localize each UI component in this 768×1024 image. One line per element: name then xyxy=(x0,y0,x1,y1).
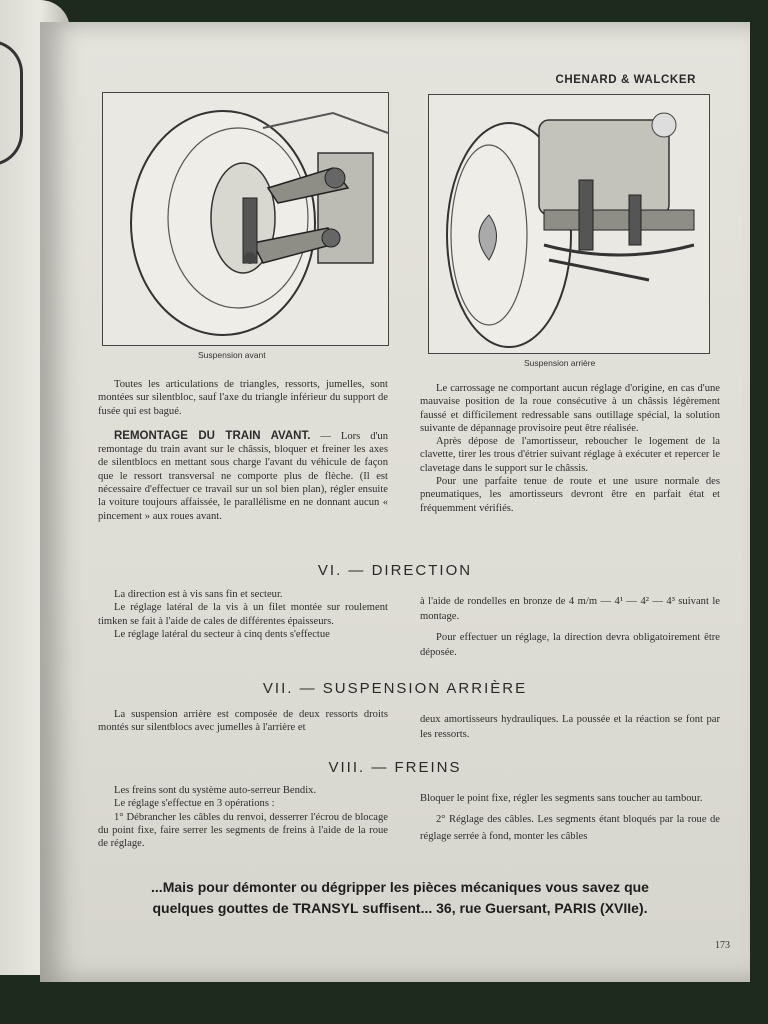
freins-left-column xyxy=(98,784,388,850)
remontage-paragraph xyxy=(98,430,388,523)
paragraph: Pour une parfaite tenue de route et une usure normale des pneumatiques, les amortisseurs devront être en parfait état et fréquemment vérifiés. xyxy=(420,476,720,514)
remontage-text: — Lors d'un remontage du train avant sur le châssis, bloquer et freiner les axes de silentblocs en mettant sous charge l'avant du véhicule de façon que le ressort transversal ne comporte plus de flèche. (Il est nécessaire d'effectuer ce travail sur un sol bien plan), régler ensuite la voiture toujours affaissée, le parallélisme en ne donnant aucun « pincement » aux roues avant. xyxy=(98,430,388,522)
intro-left-column xyxy=(98,378,388,523)
paragraph: Bloquer le point fixe, régler les segments sans toucher au tambour. xyxy=(420,793,703,804)
page-header-brand: CHENARD & WALCKER xyxy=(555,74,696,86)
paragraph: Les freins sont du système auto-serreur Bendix. xyxy=(114,785,317,796)
section-title-freins: VIII. — FREINS xyxy=(328,759,462,776)
facing-page-illustration xyxy=(0,40,23,166)
page-number: 173 xyxy=(715,940,730,951)
paragraph: La suspension arrière est composée de deux ressorts droits montés sur silentblocs avec jumelles à l'arrière et xyxy=(98,709,388,734)
book-page xyxy=(40,22,750,982)
paragraph: à l'aide de rondelles en bronze de 4 m/m — 4¹ — 4² — 4³ suivant le montage. xyxy=(420,596,720,622)
figure-rear-suspension xyxy=(428,94,710,354)
direction-right-column xyxy=(420,594,720,660)
paragraph: Pour effectuer un réglage, la direction devra obligatoirement être déposée. xyxy=(420,632,720,658)
rear-suspension-illustration xyxy=(429,95,709,353)
paragraph: Après dépose de l'amortisseur, reboucher le logement de la clavette, tirer les trous d'étrier suivant réglage à exécuter et repercer le clavetage dans le support sur le châssis. xyxy=(420,436,720,474)
remontage-heading: REMONTAGE DU TRAIN AVANT. xyxy=(114,429,311,442)
figure-caption: Suspension arrière xyxy=(524,358,596,368)
paragraph: La direction est à vis sans fin et secteur. xyxy=(114,589,283,600)
figure-caption: Suspension avant xyxy=(198,350,266,360)
advert-line-2: quelques gouttes de TRANSYL suffisent... 36, rue Guersant, PARIS (XVIIe). xyxy=(152,900,648,916)
paragraph: 1° Débrancher les câbles du renvoi, desserrer l'écrou de blocage du point fixe, faire serrer les segments de freins à l'aide de la roue de réglage. xyxy=(98,811,388,850)
paragraph: 2° Réglage des câbles. Les segments étant bloqués par la roue de réglage serrée à fond, monter les câbles xyxy=(420,814,720,842)
section-title-direction: VI. — DIRECTION xyxy=(317,562,473,579)
paragraph: Toutes les articulations de triangles, ressorts, jumelles, sont montées sur silentbloc, sauf l'axe du triangle inférieur du support de fusée qui est bagué. xyxy=(98,379,388,417)
suspension-right-column xyxy=(420,712,720,742)
advert-line-1: ...Mais pour démonter ou dégripper les pièces mécaniques vous savez que xyxy=(151,879,649,895)
paragraph: Le réglage s'effectue en 3 opérations : xyxy=(114,798,275,810)
direction-left-column xyxy=(98,588,388,641)
figure-front-suspension xyxy=(102,92,389,346)
transyl-advertisement xyxy=(60,877,740,919)
paragraph: Le carrossage ne comportant aucun réglage d'origine, en cas d'une mauvaise position de la roue consécutive à un châssis légèrement faussé et difficilement redressable sans outillage spécial, la solution suivante de dépannage provisoire peut être réalisée. xyxy=(420,383,720,434)
front-suspension-illustration xyxy=(103,93,388,345)
freins-right-column xyxy=(420,790,720,845)
paragraph: Le réglage latéral de la vis à un filet montée sur roulement timken se fait à l'aide de cales de différentes épaisseurs. xyxy=(98,602,388,627)
section-title-suspension-arriere: VII. — SUSPENSION ARRIÈRE xyxy=(262,680,528,697)
paragraph: Le réglage latéral du secteur à cinq dents s'effectue xyxy=(114,628,330,640)
paragraph: deux amortisseurs hydrauliques. La poussée et la réaction se font par les ressorts. xyxy=(420,714,720,740)
intro-right-column xyxy=(420,382,720,515)
suspension-left-column xyxy=(98,708,388,735)
